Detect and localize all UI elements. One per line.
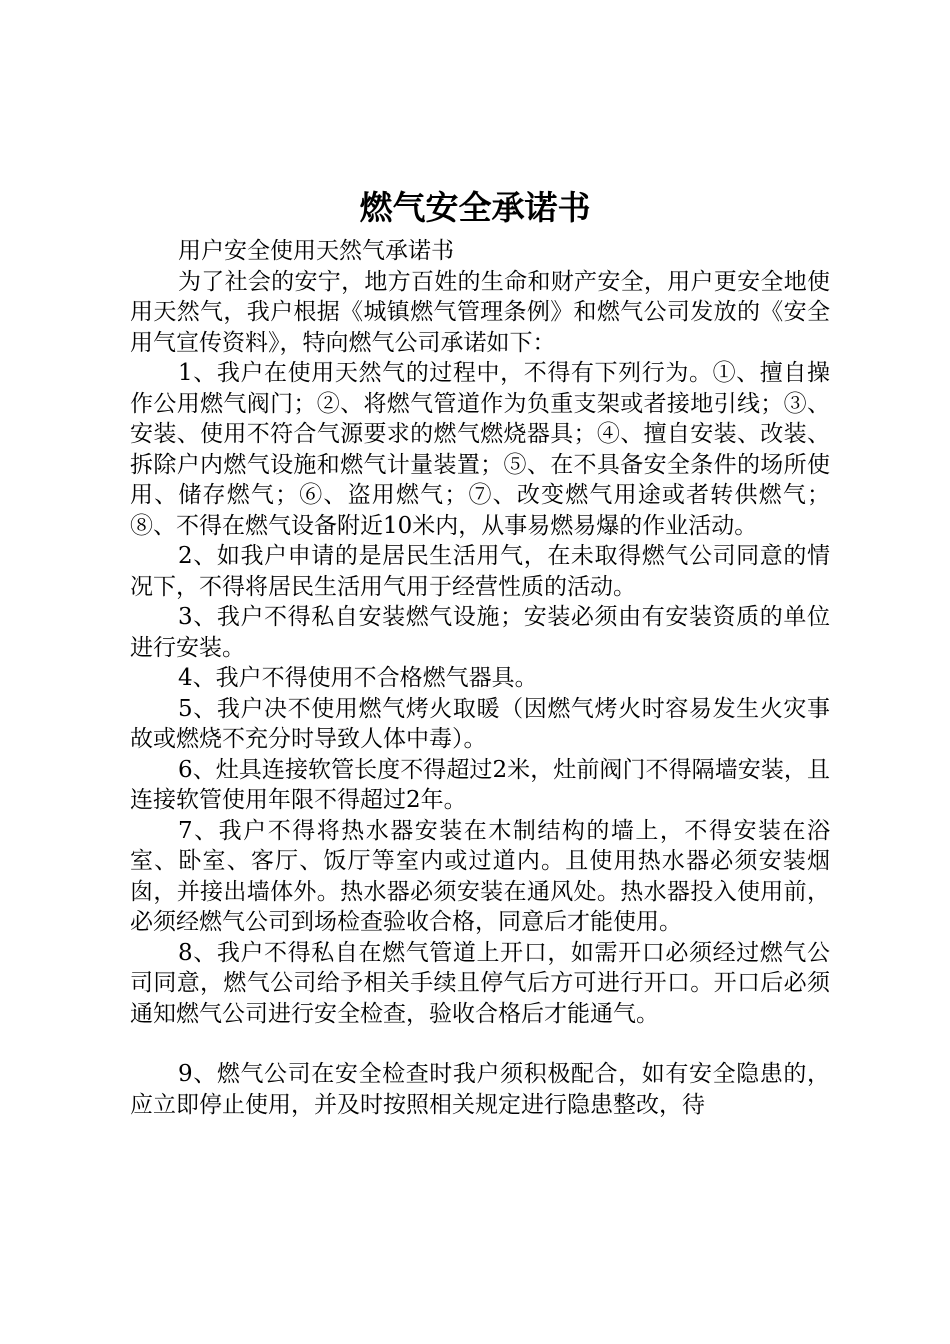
paragraph-intro: 为了社会的安宁，地方百姓的生命和财产安全，用户更安全地使用天然气，我户根据《城镇燃气管理条例》和燃气公司发放的《安全用气宣传资料》，特向燃气公司承诺如下： bbox=[130, 268, 830, 356]
paragraph-item-6: 6、灶具连接软管长度不得超过2米，灶前阀门不得隔墙安装，且连接软管使用年限不得超过2年。 bbox=[130, 756, 830, 813]
paragraph-subtitle: 用户安全使用天然气承诺书 bbox=[178, 238, 454, 264]
document-title: 燃气安全承诺书 bbox=[359, 188, 591, 227]
paragraph-item-7: 7、我户不得将热水器安装在木制结构的墙上，不得安装在浴室、卧室、客厅、饭厅等室内或过道内。且使用热水器必须安装烟囱，并接出墙体外。热水器必须安装在通风处。热水器投入使用前，必须经燃气公司到场检查验收合格，同意后才能使用。 bbox=[130, 817, 830, 935]
paragraph-item-2: 2、如我户申请的是居民生活用气，在未取得燃气公司同意的情况下，不得将居民生活用气用于经营性质的活动。 bbox=[130, 543, 830, 600]
paragraph-item-1: 1、我户在使用天然气的过程中，不得有下列行为。①、擅自操作公用燃气阀门；②、将燃气管道作为负重支架或者接地引线；③、安装、使用不符合气源要求的燃气燃烧器具；④、擅自安装、改装、拆除户内燃气设施和燃气计量装置；⑤、在不具备安全条件的场所使用、储存燃气；⑥、盗用燃气；⑦、改变燃气用途或者转供燃气；⑧、不得在燃气设备附近10米内，从事易燃易爆的作业活动。 bbox=[130, 360, 830, 539]
paragraph-item-3: 3、我户不得私自安装燃气设施；安装必须由有安装资质的单位进行安装。 bbox=[130, 604, 830, 661]
document-body bbox=[130, 236, 830, 1120]
paragraph-item-4: 4、我户不得使用不合格燃气器具。 bbox=[178, 665, 538, 691]
paragraph-item-8: 8、我户不得私自在燃气管道上开口，如需开口必须经过燃气公司同意，燃气公司给予相关手续且停气后方可进行开口。开口后必须通知燃气公司进行安全检查，验收合格后才能通气。 bbox=[130, 939, 830, 1027]
paragraph-item-9: 9、燃气公司在安全检查时我户须积极配合，如有安全隐患的，应立即停止使用，并及时按照相关规定进行隐患整改，待 bbox=[130, 1061, 830, 1118]
paragraph-item-5: 5、我户决不使用燃气烤火取暖（因燃气烤火时容易发生火灾事故或燃烧不充分时导致人体中毒）。 bbox=[130, 695, 830, 752]
